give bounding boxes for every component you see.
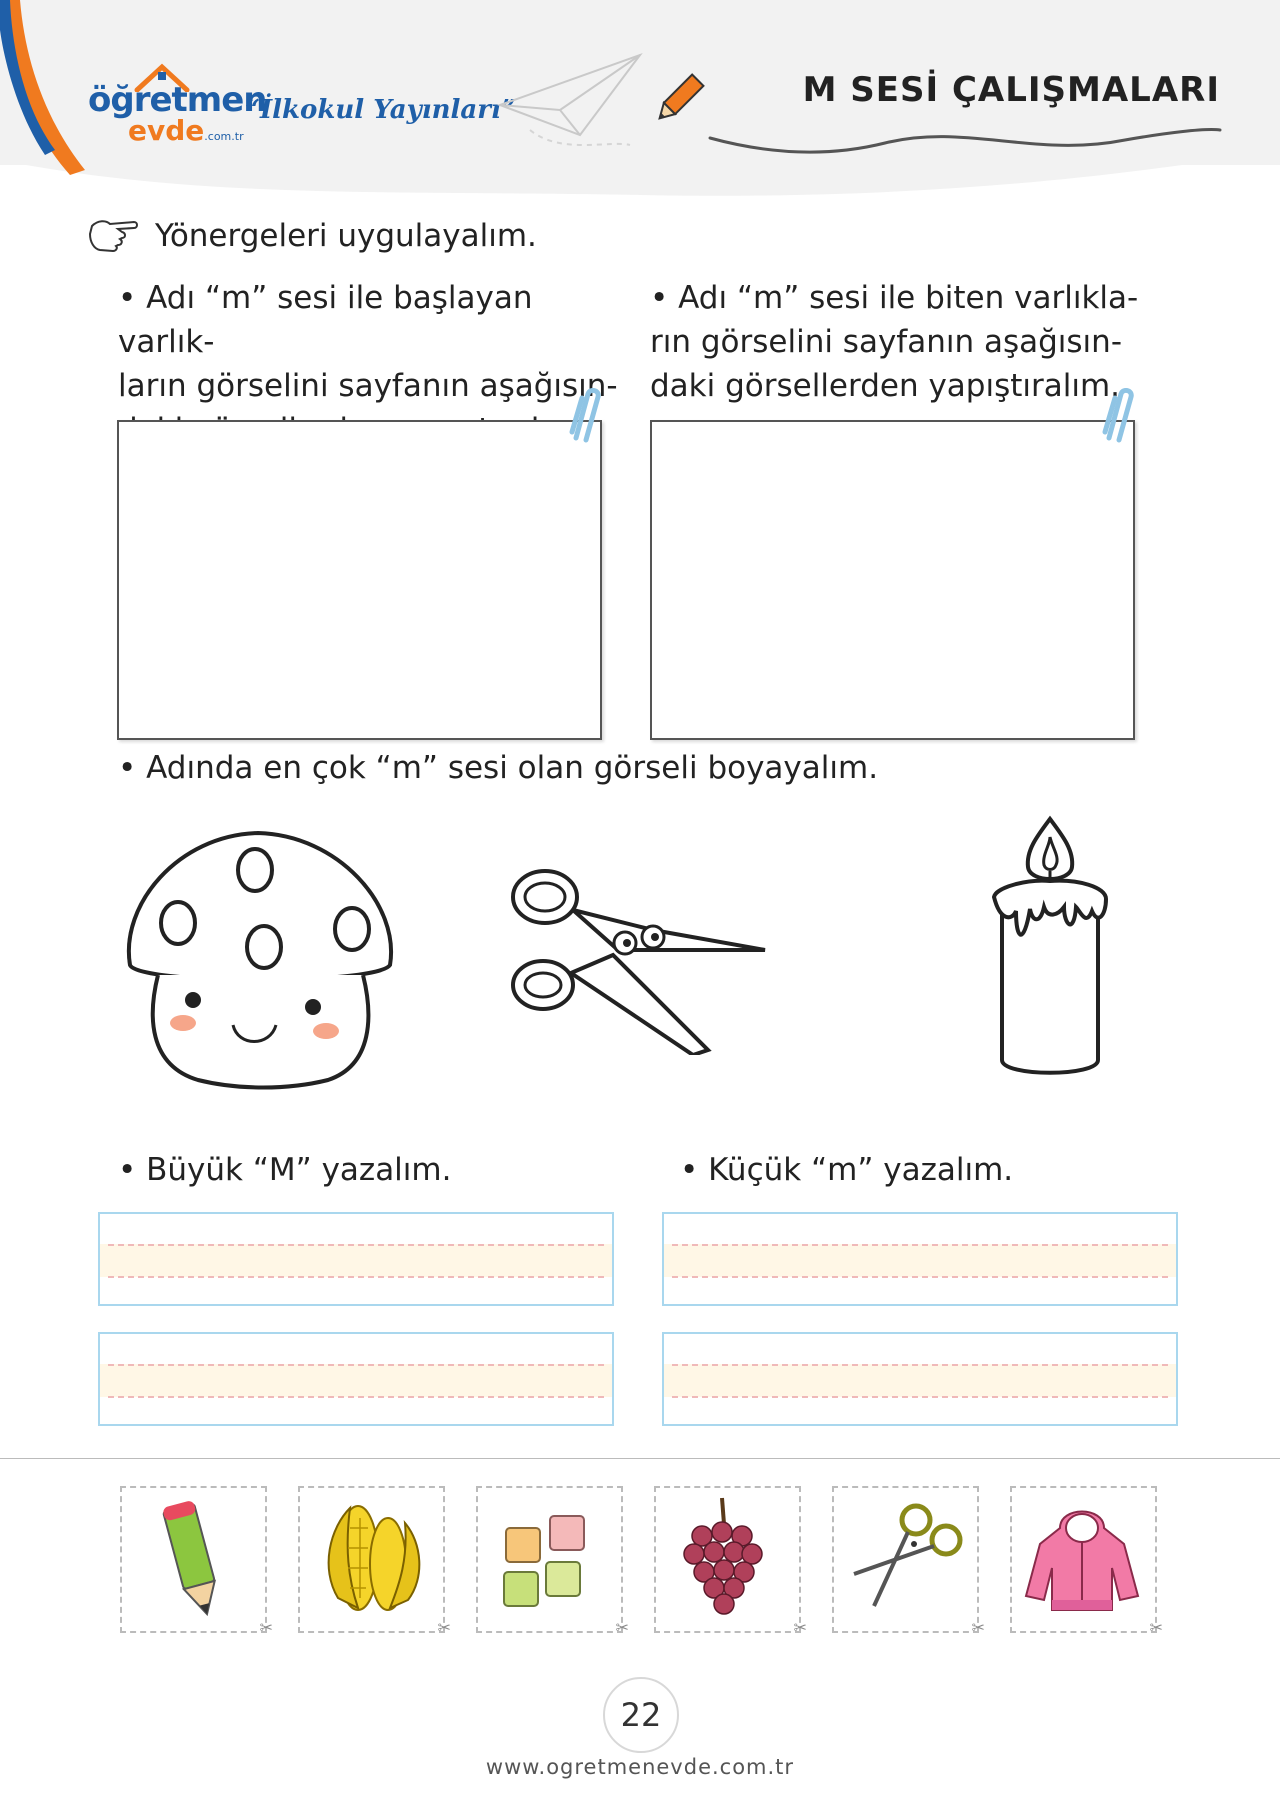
scissor-mark-icon: ✂: [437, 1618, 451, 1637]
cutout-card-corn[interactable]: [298, 1486, 451, 1637]
website-url: www.ogretmenevde.com.tr: [485, 1755, 795, 1779]
scissors-icon[interactable]: [503, 855, 773, 1055]
task-color-text: • Adında en çok “m” sesi olan görseli boyayalım.: [118, 750, 879, 786]
task-end-text: • Adı “m” sesi ile biten varlıkla- rın görselini sayfanın aşağısın- daki görsellerden yapıştıralım.: [650, 280, 1139, 404]
coat-icon: [1012, 1488, 1155, 1631]
cut-divider: [0, 1458, 1280, 1459]
scissors-icon: [834, 1488, 977, 1631]
scissor-mark-icon: ✂: [615, 1618, 629, 1637]
task-write-upper-text: • Büyük “M” yazalım.: [118, 1152, 452, 1188]
title-underline: [705, 118, 1225, 163]
cutout-card-coat[interactable]: [1010, 1486, 1163, 1637]
paste-box-start[interactable]: [117, 420, 602, 740]
scissor-mark-icon: ✂: [1149, 1618, 1163, 1637]
sugar-cubes-icon: [478, 1488, 621, 1631]
logo-sub-text: evde.com.tr: [128, 114, 244, 147]
page-title: M SESİ ÇALIŞMALARI: [802, 70, 1220, 110]
scissor-mark-icon: ✂: [793, 1618, 807, 1637]
scissor-mark-icon: ✂: [259, 1618, 273, 1637]
scissor-mark-icon: ✂: [971, 1618, 985, 1637]
writing-line-lower-2[interactable]: [662, 1332, 1178, 1426]
pencil-decoration-icon: [648, 70, 708, 130]
corner-accent-icon: [0, 0, 90, 180]
corn-icon: [300, 1488, 443, 1631]
writing-line-lower-1[interactable]: [662, 1212, 1178, 1306]
paperclip-icon: [1101, 388, 1137, 444]
cutout-card-grapes[interactable]: [654, 1486, 807, 1637]
logo-main-text: öğretmen: [88, 80, 267, 120]
intro-text: Yönergeleri uygulayalım.: [155, 218, 537, 254]
paperclip-icon: [568, 388, 604, 444]
mushroom-icon[interactable]: [118, 825, 403, 1090]
grapes-icon: [656, 1488, 799, 1631]
candle-icon[interactable]: [988, 815, 1113, 1085]
task-write-lower-text: • Küçük “m” yazalım.: [680, 1152, 1014, 1188]
paper-plane-icon: [490, 45, 660, 155]
cutout-card-sugar-cubes[interactable]: [476, 1486, 629, 1637]
cutout-card-pencil[interactable]: [120, 1486, 273, 1637]
paste-box-end[interactable]: [650, 420, 1135, 740]
writing-line-upper-2[interactable]: [98, 1332, 614, 1426]
page-number: 22: [603, 1677, 679, 1753]
pointing-hand-icon: [88, 212, 140, 252]
logo-slogan: “İlkokul Yayınları”: [245, 95, 516, 125]
writing-line-upper-1[interactable]: [98, 1212, 614, 1306]
task-start-text: • Adı “m” sesi ile başlayan varlık- ların görselini sayfanın aşağısın-: [118, 280, 618, 404]
cutout-card-scissors[interactable]: [832, 1486, 985, 1637]
pencil-icon: [122, 1488, 265, 1631]
